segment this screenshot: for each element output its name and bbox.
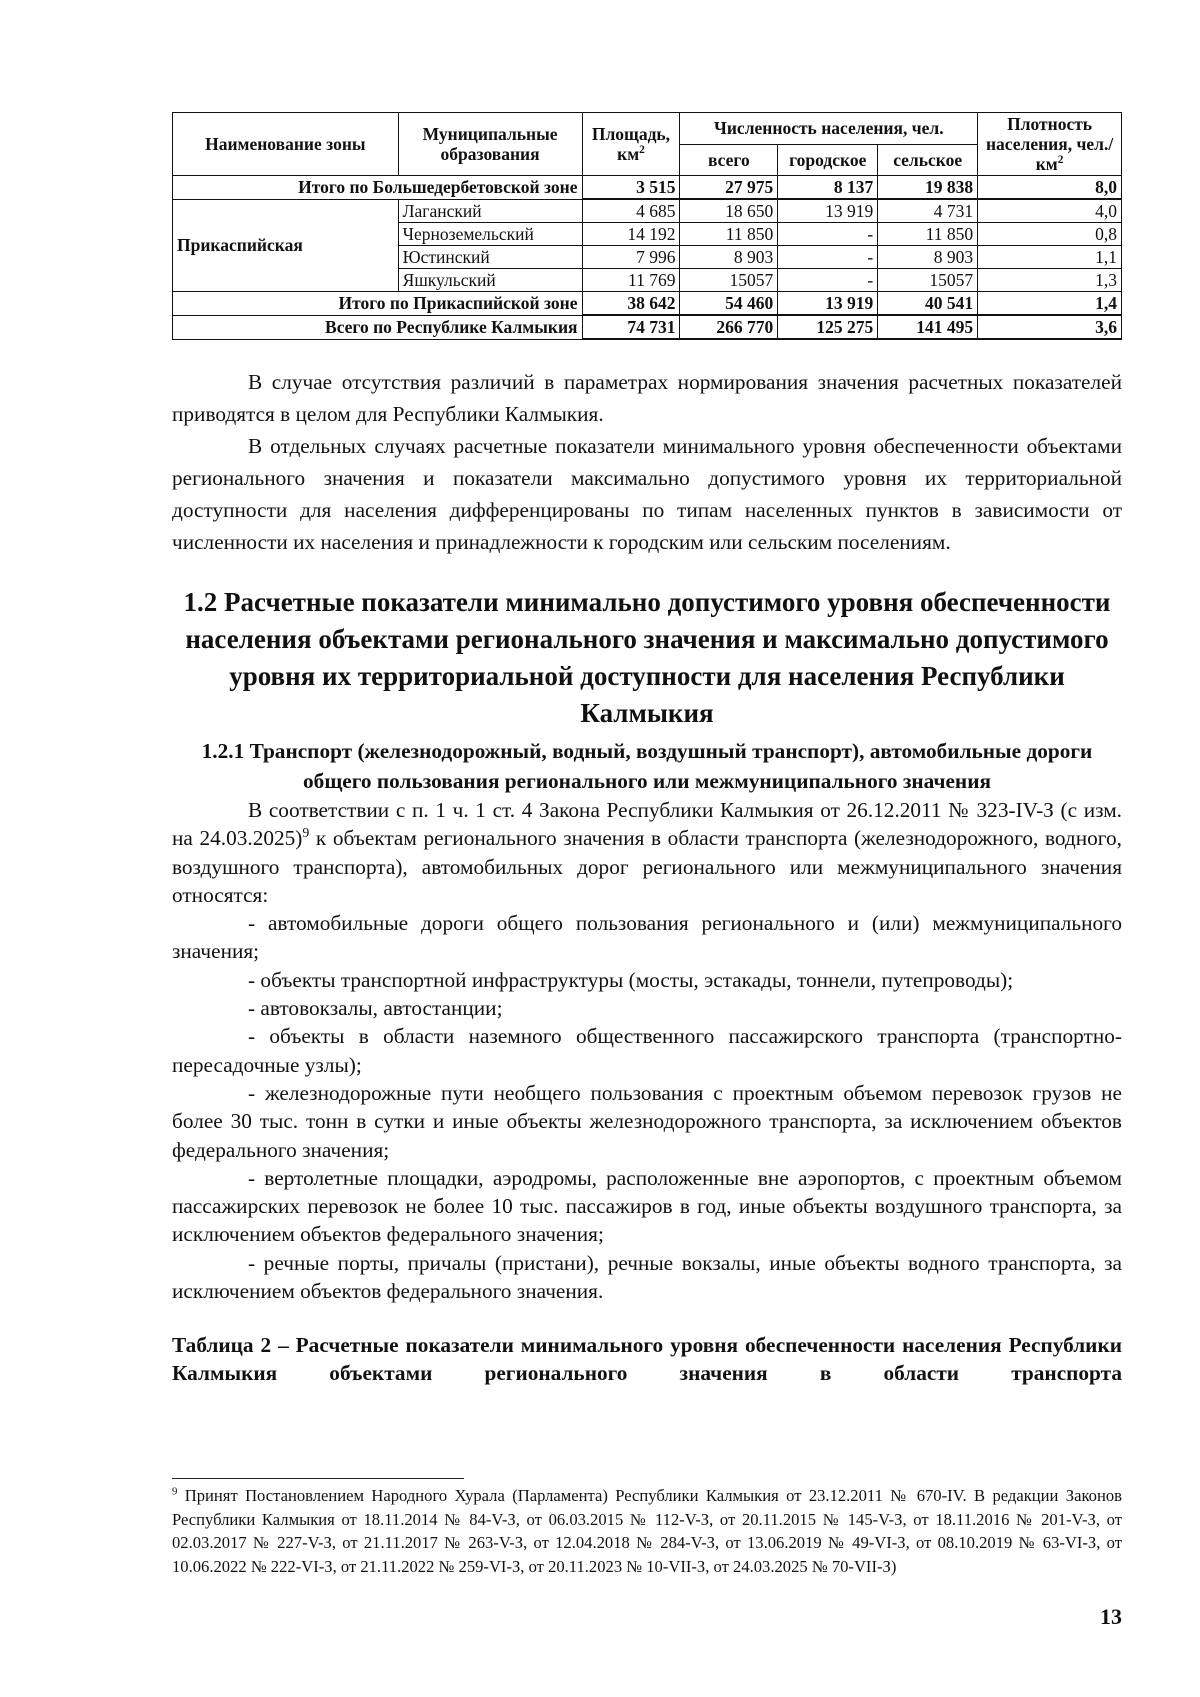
subsection-heading: 1.2.1 Транспорт (железнодорожный, водный, воздушный транспорт), автомобильные дороги общего пользования регионального или межмуниципального значения <box>201 739 1093 793</box>
list-item: - автомобильные дороги общего пользования регионального и (или) межмуниципального значения; <box>172 911 1122 964</box>
header-pop-rural: сельское <box>878 144 978 176</box>
header-municipal: Муниципальные образования <box>398 113 582 176</box>
list-item: - железнодорожные пути необщего пользования с проектным объемом перевозок грузов не более 30 тыс. тонн в сутки и иные объекты железнодорожного транспорта, за исключением объектов федерального значения; <box>172 1080 1122 1162</box>
header-area: Площадь, $км^2$ <box>582 113 680 176</box>
footnote-ref: 9 <box>302 825 310 841</box>
list-item: - объекты в области наземного общественного пассажирского транспорта (транспортно-пересадочные узлы); <box>172 1024 1122 1077</box>
header-population: Численность населения, чел. <box>680 113 978 145</box>
page-number: 13 <box>1100 1604 1122 1629</box>
table-row: Юстинский 7 996 8 903 - 8 903 1,1 <box>173 246 1122 269</box>
document-page <box>172 112 1122 1387</box>
section-heading: 1.2 Расчетные показатели минимально допустимого уровня обеспеченности населения объектами регионального значения и максимально допустимого уровня их территориальной доступности для населения Республики Калмыкия <box>183 587 1111 728</box>
intro-paragraph: В соответствии с п. 1 ч. 1 ст. 4 Закона Республики Калмыкия от 26.12.2011 № 323-IV-З (с изм. на 24.03.2025)$^9$ к объектам регионального значения в области транспорта (железнодорожного, водного, воздушного транспорта), автомобильных дорог регионального или межмуниципального значения относятся: <box>172 798 1122 907</box>
header-pop-total: всего <box>680 144 778 176</box>
table-row: Прикаспийская Лаганский 4 685 18 650 13 919 4 731 4,0 <box>173 199 1122 223</box>
table-caption: Таблица 2 – Расчетные показатели минимального уровня обеспеченности населения Республики Калмыкия объектами регионального значения в области транспорта <box>172 1333 1122 1386</box>
paragraph-2: В отдельных случаях расчетные показатели минимального уровня обеспеченности объектами регионального значения и показатели максимально допустимого уровня их территориальной доступности для населения дифференцированы по типам населенных пунктов в зависимости от численности их населения и принадлежности к городским или сельским поселениям. <box>172 434 1122 554</box>
footnote: $^9$ Принят Постановлением Народного Хурала (Парламента) Республики Калмыкия от 23.12.2011 № 670-IV. В редакции Законов Республики Калмыкия от 18.11.2014 № 84-V-З, от 06.03.2015 № 112-V-З, от 20.11.2015 № 145-V-З, от 18.11.2016 № 201-V-З, от 02.03.2017 № 227-V-З, от 21.11.2017 № 263-V-З, от 12.04.2018 № 284-V-З, от 13.06.2019 № 49-VI-З, от 08.10.2019 № 63-VI-З, от 10.06.2022 № 222-VI-З, от 21.11.2022 № 259-VI-З, от 20.11.2023 № 10-VII-З, от 24.03.2025 № 70-VII-З) <box>172 1485 1122 1576</box>
header-pop-urban: городское <box>778 144 878 176</box>
list-item: - объекты транспортной инфраструктуры (мосты, эстакады, тоннели, путепроводы); <box>248 967 1014 992</box>
table-row-total-bolshederbetovskaya: Итого по Большедербетовской зоне 3 515 27 975 8 137 19 838 8,0 <box>173 176 1122 200</box>
table-row: Черноземельский 14 192 11 850 - 11 850 0,8 <box>173 223 1122 246</box>
list-item: - речные порты, причалы (пристани), речные вокзалы, иные объекты водного транспорта, за исключением объектов федерального значения. <box>172 1250 1122 1304</box>
paragraph-1: В случае отсутствия различий в параметрах нормирования значения расчетных показателей приводятся в целом для Республики Калмыкия. <box>172 370 1122 426</box>
table-row-total-republic: Всего по Республике Калмыкия 74 731 266 770 125 275 141 495 3,6 <box>173 315 1122 339</box>
header-zone: Наименование зоны <box>173 113 399 176</box>
header-density: Плотность населения, чел./ $км^2$ <box>978 113 1122 176</box>
footnote-divider <box>172 1478 464 1479</box>
table-row: Яшкульский 11 769 15057 - 15057 1,3 <box>173 269 1122 292</box>
population-table <box>172 112 1122 340</box>
list-item: - автовокзалы, автостанции; <box>248 996 503 1021</box>
zone-name: Прикаспийская <box>173 199 399 292</box>
list-item: - вертолетные площадки, аэродромы, расположенные вне аэропортов, с проектным объемом пассажирских перевозок не более 10 тыс. пассажиров в год, иные объекты воздушного транспорта, за исключением объектов федерального значения; <box>172 1165 1122 1247</box>
table-row-total-prikaspiyskaya: Итого по Прикаспийской зоне 38 642 54 460 13 919 40 541 1,4 <box>173 292 1122 316</box>
